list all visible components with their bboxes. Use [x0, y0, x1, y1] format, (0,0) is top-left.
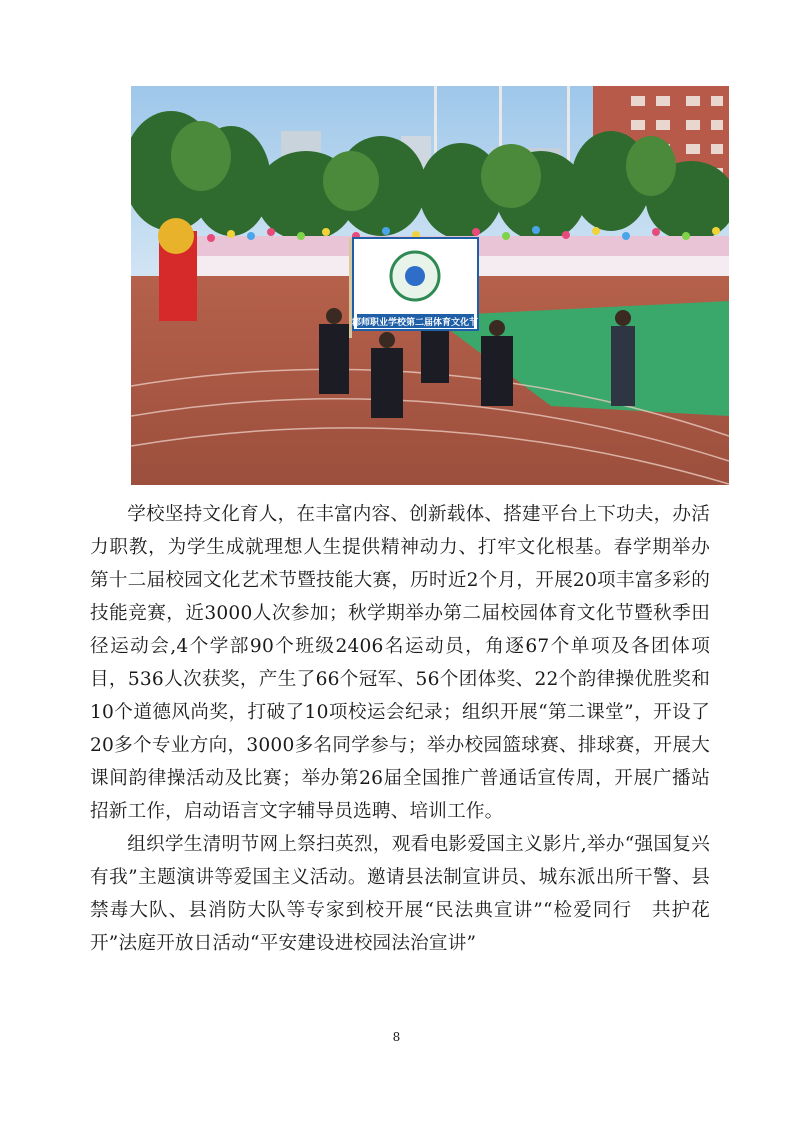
parade-sign-label: 郡师职业学校第二届体育文化节 — [351, 318, 479, 328]
paragraph: 组织学生清明节网上祭扫英烈，观看电影爱国主义影片,举办“强国复兴有我”主题演讲等爱国主义活动。邀请县法制宣讲员、城东派出所干警、县禁毒大队、县消防大队等专家到校开展“民法典宣讲”“检爱同行 共护花开”法庭开放日活动“平安建设进校园法治宣讲” — [90, 834, 710, 954]
body-text — [90, 498, 710, 960]
sports-parade-photo — [131, 86, 729, 485]
page-number: 8 — [392, 1030, 401, 1044]
paragraph: 学校坚持文化育人，在丰富内容、创新载体、搭建平台上下功夫，办活力职教，为学生成就理想人生提供精神动力、打牢文化根基。春学期举办第十二届校园文化艺术节暨技能大赛，历时近2个月，开展20项丰富多彩的技能竞赛，近3000人次参加；秋学期举办第二届校园体育文化节暨秋季田径运动会,4个学部90个班级2406名运动员，角逐67个单项及各团体项目，536人次获奖，产生了66个冠军、56个团体奖、22个韵律操优胜奖和10个道德风尚奖，打破了10项校运会纪录；组织开展“第二课堂”，开设了20多个专业方向，3000多名同学参与；举办校园篮球赛、排球赛，开展大课间韵律操活动及比赛；举办第26届全国推广普通话宣传周，开展广播站招新工作，启动语言文字辅导员选聘、培训工作。 — [90, 504, 710, 822]
